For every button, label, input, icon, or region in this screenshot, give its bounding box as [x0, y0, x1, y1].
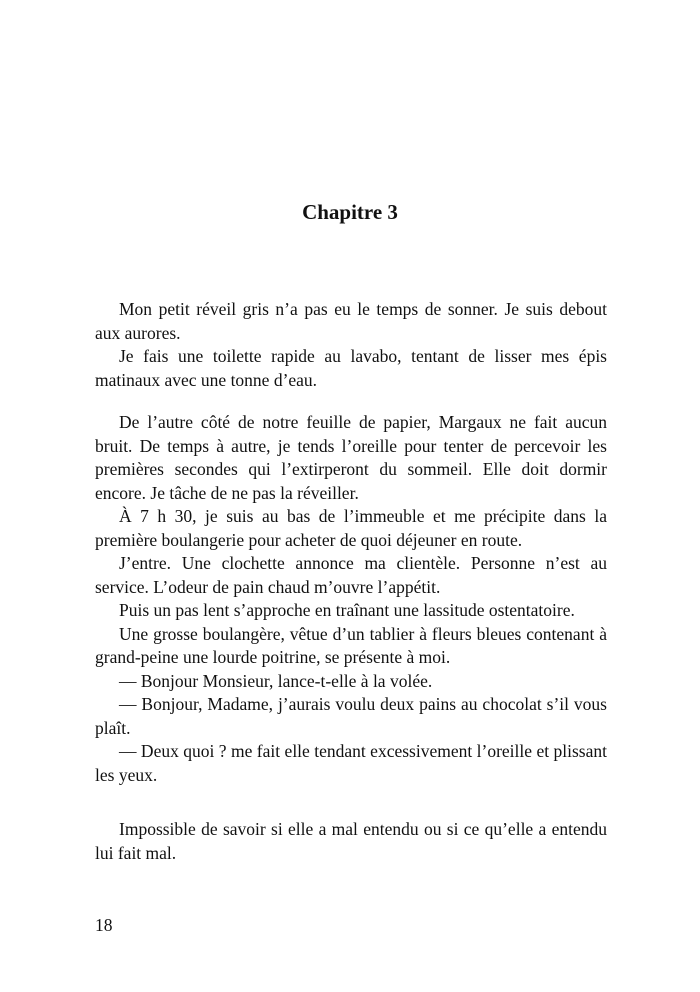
text-section-2: [95, 411, 607, 787]
paragraph: Mon petit réveil gris n’a pas eu le temps de sonner. Je suis debout aux aurores.: [95, 299, 607, 343]
dialogue-line: — Deux quoi ? me fait elle tendant excessivement l’oreille et plissant les yeux.: [95, 741, 607, 785]
paragraph: Une grosse boulangère, vêtue d’un tablier à fleurs bleues contenant à grand-peine une lourde poitrine, se présente à moi.: [95, 623, 607, 667]
paragraph: À 7 h 30, je suis au bas de l’immeuble et me précipite dans la première boulangerie pour acheter de quoi déjeuner en route.: [95, 506, 607, 550]
text-section-1: [95, 298, 607, 392]
paragraph: Impossible de savoir si elle a mal entendu ou si ce qu’elle a entendu lui fait mal.: [95, 819, 607, 863]
paragraph: Je fais une toilette rapide au lavabo, tentant de lisser mes épis matinaux avec une tonne d’eau.: [95, 346, 607, 390]
text-section-3: [95, 818, 607, 865]
dialogue-line: — Bonjour Monsieur, lance-t-elle à la volée.: [119, 670, 433, 691]
paragraph: De l’autre côté de notre feuille de papier, Margaux ne fait aucun bruit. De temps à autre, je tends l’oreille pour tenter de percevoir les premières secondes qui l’extirperont du sommeil. Elle doit dormir encore. Je tâche de ne pas la réveiller.: [95, 412, 607, 503]
chapter-title: Chapitre 3: [302, 200, 398, 224]
page-number: 18: [95, 915, 113, 935]
paragraph: J’entre. Une clochette annonce ma clientèle. Personne n’est au service. L’odeur de pain chaud m’ouvre l’appétit.: [95, 553, 607, 597]
dialogue-line: — Bonjour, Madame, j’aurais voulu deux pains au chocolat s’il vous plaît.: [95, 694, 607, 738]
paragraph: Puis un pas lent s’approche en traînant une lassitude ostentatoire.: [119, 600, 575, 620]
